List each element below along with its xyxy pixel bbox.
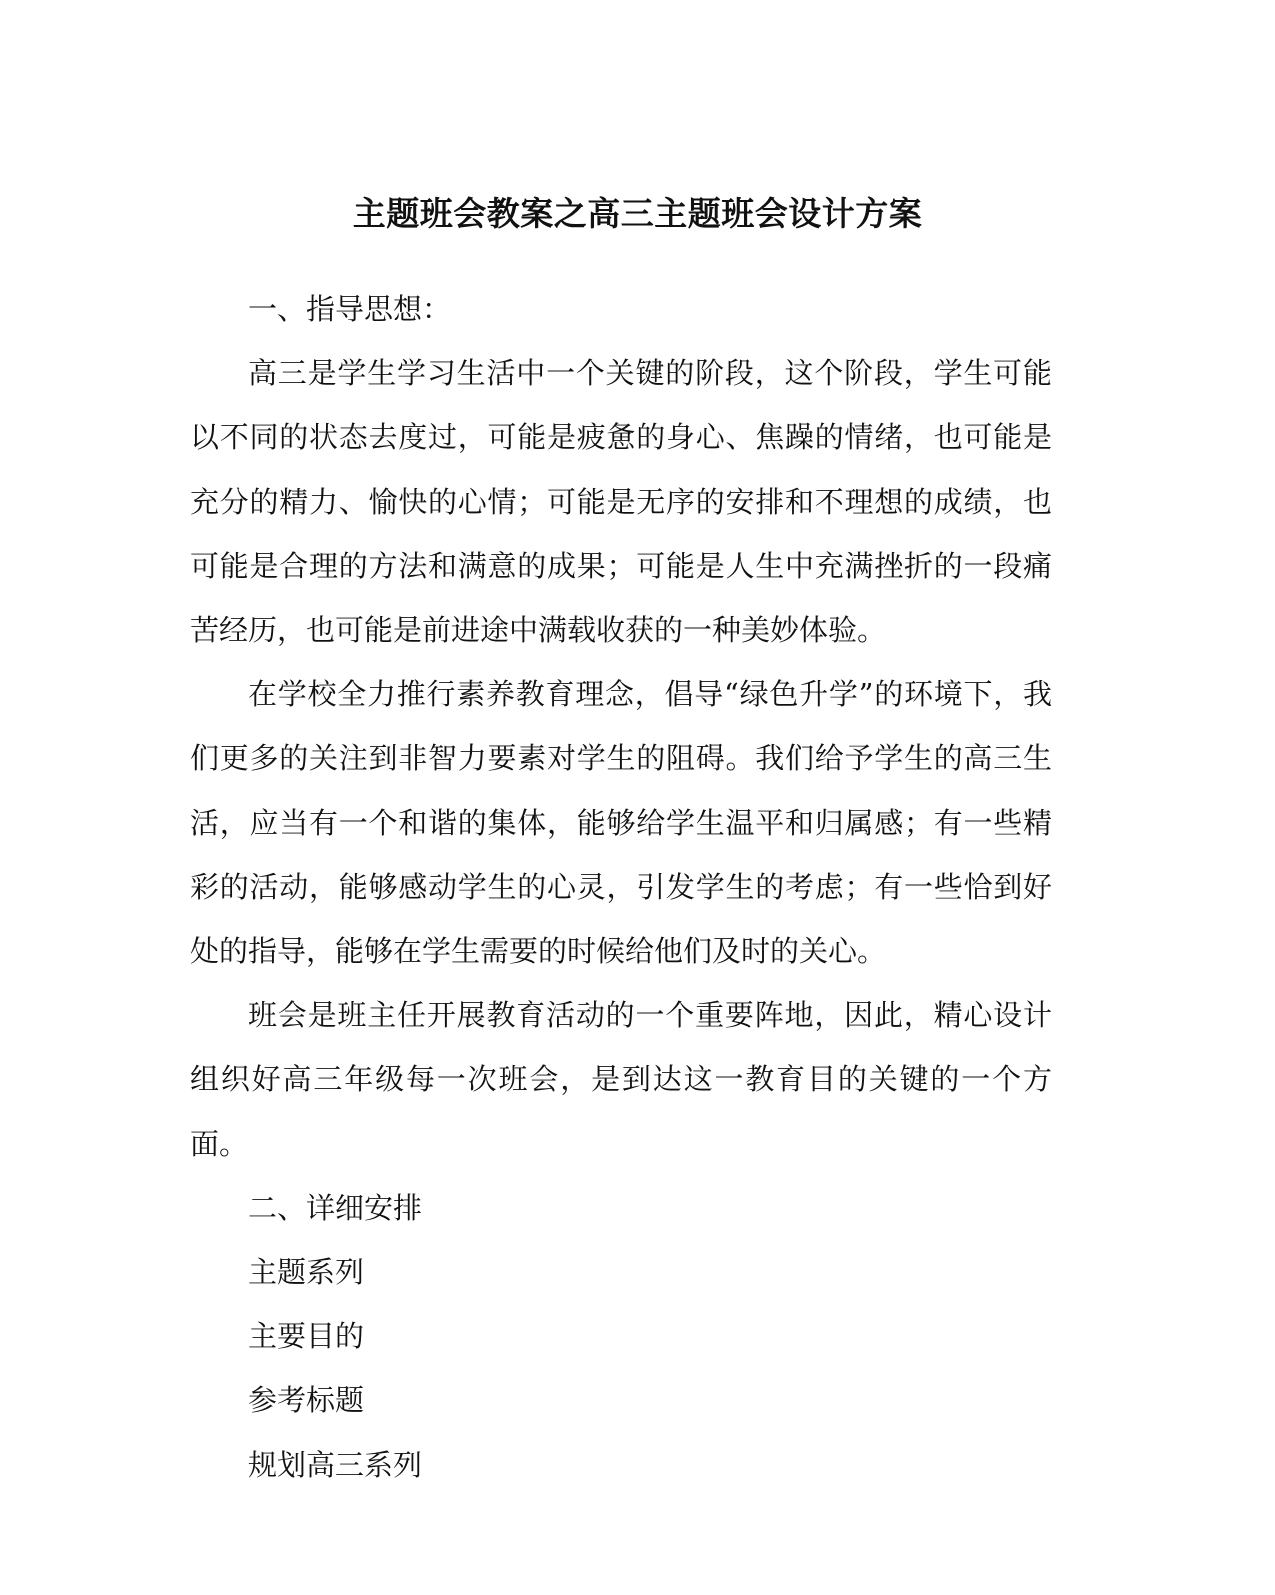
paragraph: 班会是班主任开展教育活动的一个重要阵地，因此，精心设计组织好高三年级每一次班会，是到达这一教育目的关键的一个方面。 (190, 998, 1052, 1161)
paragraph: 在学校全力推行素养教育理念，倡导“绿色升学”的环境下，我们更多的关注到非智力要素对学生的阻碍。我们给予学生的高三生活，应当有一个和谐的集体，能够给学生温平和归属感；有一些精彩的活动，能够感动学生的心灵，引发学生的考虑；有一些恰到好处的指导，能够在学生需要的时候给他们及时的关心。 (190, 677, 1052, 969)
list-item: 规划高三系列 (248, 1447, 423, 1482)
list-item: 参考标题 (248, 1383, 365, 1418)
document-body (190, 277, 1052, 1497)
list-item: 主题系列 (248, 1255, 365, 1290)
document-title: 主题班会教案之高三主题班会设计方案 (352, 194, 923, 234)
list-item: 主要目的 (248, 1319, 365, 1354)
paragraph: 高三是学生学习生活中一个关键的阶段，这个阶段，学生可能以不同的状态去度过，可能是疲惫的身心、焦躁的情绪，也可能是充分的精力、愉快的心情；可能是无序的安排和不理想的成绩，也可能是合理的方法和满意的成果；可能是人生中充满挫折的一段痛苦经历，也可能是前进途中满载收获的一种美妙体验。 (190, 356, 1052, 648)
section-heading-guiding-ideology: 一、指导思想： (248, 292, 452, 326)
section-heading-detailed-arrangement: 二、详细安排 (248, 1190, 423, 1225)
